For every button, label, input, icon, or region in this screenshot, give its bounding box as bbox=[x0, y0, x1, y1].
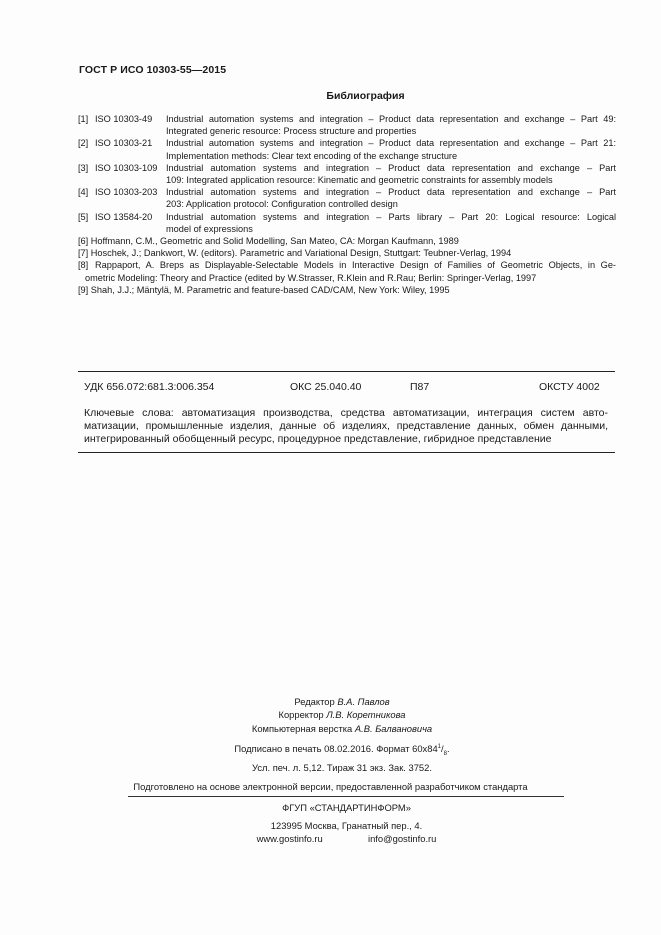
bibliography-entry bbox=[78, 113, 616, 137]
ref-code: ISO 13584-20 bbox=[95, 211, 153, 222]
ref-text-cont: ometric Modeling: Theory and Practice (edited by W.Strasser, R.Klein and R.Rau; Berlin: Springer-Verlag, 1997 bbox=[85, 272, 537, 283]
publisher-contacts bbox=[16, 832, 661, 845]
editor-name: В.А. Павлов bbox=[337, 696, 390, 707]
bibliography-entry bbox=[78, 211, 616, 235]
publisher-address: 123995 Москва, Гранатный пер., 4. bbox=[270, 820, 423, 831]
publisher-divider bbox=[128, 796, 564, 797]
p-code: П87 bbox=[410, 381, 430, 393]
ref-number: [7] bbox=[78, 248, 89, 259]
layout-name: А.В. Балвановича bbox=[354, 722, 433, 734]
bibliography-title: Библиография bbox=[326, 90, 405, 102]
ref-text: Industrial automation systems and integration – Parts library – Part 20: Logical resource: Logical bbox=[166, 211, 616, 222]
bibliography-entry bbox=[78, 137, 616, 161]
ref-number: [2] bbox=[78, 138, 89, 149]
editor-line bbox=[222, 695, 462, 708]
publisher-name: ФГУП «СТАНДАРТИНФОРМ» bbox=[282, 802, 411, 813]
corrector-label: Корректор bbox=[278, 709, 324, 721]
ref-code: ISO 10303-109 bbox=[95, 162, 158, 173]
ref-number: [5] bbox=[78, 211, 89, 222]
ref-text-cont: 109: Integrated application resource: Kinematic and geometric constraints for assembly models bbox=[166, 175, 553, 186]
bibliography-entry bbox=[78, 247, 616, 259]
bibliography-entry bbox=[78, 284, 616, 296]
ref-text-cont: model of expressions bbox=[166, 223, 253, 234]
print-details: Усл. печ. л. 5,12. Тираж 31 экз. Зак. 3752. bbox=[252, 762, 432, 774]
ref-text: Shah, J.J.; Mäntylä, M. Parametric and feature-based CAD/CAM, New York: Wiley, 1995 bbox=[90, 284, 450, 295]
bibliography-list bbox=[78, 113, 616, 296]
ref-number: [1] bbox=[78, 114, 89, 124]
ref-text: Industrial automation systems and integration – Product data representation and exchange – Part 49: bbox=[166, 114, 616, 124]
email-link[interactable]: info@gostinfo.ru bbox=[367, 833, 437, 844]
corrector-name: Л.В. Коретникова bbox=[326, 709, 406, 721]
ref-text: Hoffmann, C.M., Geometric and Solid Modelling, San Mateo, CA: Morgan Kaufmann, 1989 bbox=[90, 236, 459, 247]
bibliography-entry bbox=[78, 235, 616, 247]
keywords bbox=[84, 407, 608, 446]
layout-line bbox=[222, 722, 462, 735]
bottom-divider bbox=[78, 452, 615, 453]
bibliography-entry bbox=[78, 259, 616, 283]
oks-code: ОКС 25.040.40 bbox=[290, 381, 362, 393]
keywords-line: интегрированный обобщенный ресурс, процедурное представление, гибридное представление bbox=[84, 433, 552, 445]
ref-text: Industrial automation systems and integration – Product data representation and exchange – Part 21: bbox=[166, 138, 616, 149]
signed-text: Подписано в печать 08.02.2016. Формат 60х84 bbox=[234, 743, 438, 755]
ref-number: [6] bbox=[78, 236, 89, 247]
editor-label: Редактор bbox=[294, 696, 335, 707]
keywords-line: Ключевые слова: автоматизация производства, средства автоматизации, интеграция систем авто- bbox=[84, 407, 608, 419]
bibliography-entry bbox=[78, 186, 616, 210]
print-info bbox=[212, 741, 472, 775]
ref-code: ISO 10303-49 bbox=[95, 114, 153, 124]
signed-line: Подписано в печать 08.02.2016. Формат $60х84^1/_8$. bbox=[234, 743, 450, 757]
okstu-code: ОКСТУ 4002 bbox=[539, 381, 600, 393]
format-numerator: 1 bbox=[437, 744, 442, 750]
ref-number: [9] bbox=[78, 284, 89, 295]
ref-text-cont: 203: Application protocol: Configuration controlled design bbox=[166, 199, 398, 210]
bibliography-heading bbox=[0, 90, 661, 102]
ref-text: Hoschek, J.; Dankwort, W. (editors). Parametric and Variational Design, Stuttgart: Teubner-Verlag, 1994 bbox=[90, 248, 512, 259]
corrector-line bbox=[222, 708, 462, 721]
bibliography-entry bbox=[78, 162, 616, 186]
top-divider bbox=[78, 371, 615, 372]
ref-number: [8] bbox=[78, 260, 89, 271]
ref-number: [4] bbox=[78, 187, 89, 198]
ref-code: ISO 10303-21 bbox=[95, 138, 153, 149]
ref-text-cont: Integrated generic resource: Process structure and properties bbox=[166, 126, 417, 137]
udc-code: УДК 656.072:681.3:006.354 bbox=[84, 381, 215, 393]
website-link[interactable]: www.gostinfo.ru bbox=[256, 833, 323, 844]
keywords-line: матизации, промышленные изделия, данные об изделиях, представление данных, обмен данными, bbox=[84, 420, 608, 432]
format-denominator: 8 bbox=[443, 751, 447, 757]
prepared-note: Подготовлено на основе электронной версии, предоставленной разработчиком стандарта bbox=[133, 781, 528, 792]
ref-number: [3] bbox=[78, 162, 89, 173]
staff-credits bbox=[222, 695, 462, 735]
layout-label: Компьютерная верстка bbox=[251, 722, 353, 734]
ref-code: ISO 10303-203 bbox=[95, 187, 158, 198]
ref-text: Industrial automation systems and integration – Product data representation and exchange – Part bbox=[166, 162, 616, 173]
ref-text: Industrial automation systems and integration – Product data representation and exchange – Part bbox=[166, 187, 616, 198]
ref-text: Rappaport, A. Breps as Displayable-Selectable Models in Interactive Design of Families of Geometric Objects, in Ge- bbox=[95, 260, 616, 271]
ref-text-cont: Implementation methods: Clear text encoding of the exchange structure bbox=[166, 150, 458, 161]
document-id: ГОСТ Р ИСО 10303-55—2015 bbox=[79, 64, 227, 76]
